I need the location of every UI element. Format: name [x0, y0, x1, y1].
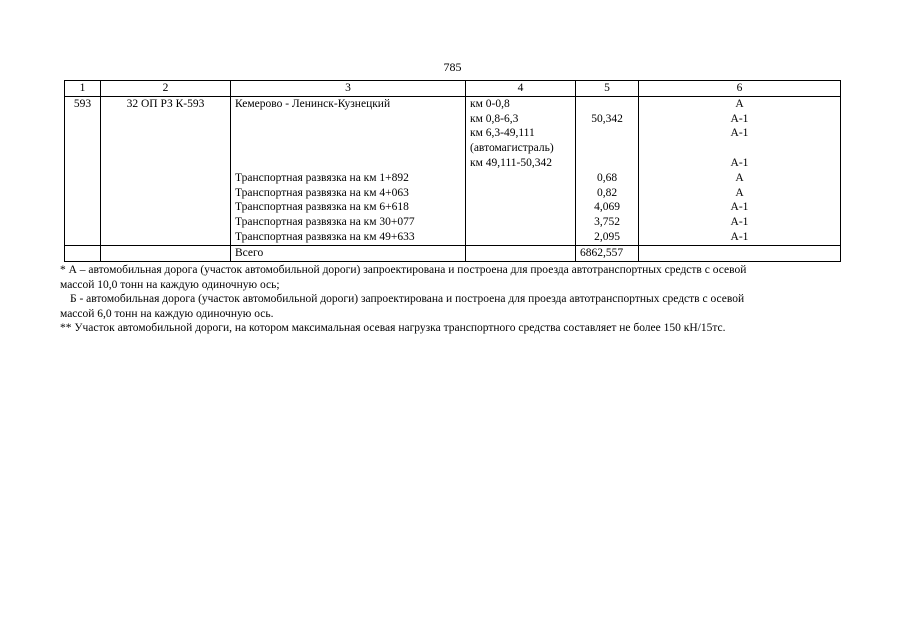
total-empty-cell — [65, 245, 101, 261]
category-cell: А-1 — [639, 112, 841, 127]
footnotes — [60, 263, 850, 336]
category-cell: А — [639, 186, 841, 201]
length-cell: 3,752 — [576, 215, 639, 230]
section-cell — [466, 171, 576, 186]
header-cell-3: 3 — [231, 81, 466, 97]
road-id-cell — [101, 186, 231, 201]
length-cell — [576, 156, 639, 171]
road-id-cell — [101, 156, 231, 171]
road-name-cell — [231, 112, 466, 127]
table-row — [65, 186, 841, 201]
footnote-b-line2: массой 6,0 тонн на каждую одиночную ось. — [60, 307, 274, 320]
road-name-cell — [231, 126, 466, 141]
total-label: Всего — [231, 245, 466, 261]
length-cell: 50,342 — [576, 112, 639, 127]
road-table — [64, 80, 841, 262]
category-cell: А-1 — [639, 230, 841, 245]
road-name-cell: Транспортная развязка на км 6+618 — [231, 200, 466, 215]
section-cell: км 0,8-6,3 — [466, 112, 576, 127]
row-number-cell — [65, 156, 101, 171]
section-cell — [466, 200, 576, 215]
road-id-cell — [101, 126, 231, 141]
road-name-cell — [231, 156, 466, 171]
header-cell-6: 6 — [639, 81, 841, 97]
section-cell: км 49,111-50,342 — [466, 156, 576, 171]
row-number-cell: 593 — [65, 96, 101, 111]
row-number-cell — [65, 112, 101, 127]
table-row — [65, 215, 841, 230]
section-cell — [466, 215, 576, 230]
section-cell: (автомагистраль) — [466, 141, 576, 156]
header-cell-5: 5 — [576, 81, 639, 97]
table-row — [65, 200, 841, 215]
total-empty-cell — [101, 245, 231, 261]
category-cell: А — [639, 96, 841, 111]
road-name-cell: Транспортная развязка на км 49+633 — [231, 230, 466, 245]
row-number-cell — [65, 215, 101, 230]
road-name-cell — [231, 141, 466, 156]
table-row — [65, 156, 841, 171]
section-cell: км 6,3-49,111 — [466, 126, 576, 141]
row-number-cell — [65, 141, 101, 156]
length-cell: 0,68 — [576, 171, 639, 186]
footnote-b-line1: Б - автомобильная дорога (участок автомобильной дороги) запроектирована и построена для проезда автотранспортных средств с осевой — [70, 293, 745, 306]
page-number: 785 — [443, 60, 462, 74]
road-name-cell: Транспортная развязка на км 4+063 — [231, 186, 466, 201]
category-cell: А — [639, 171, 841, 186]
row-number-cell — [65, 171, 101, 186]
road-name-cell: Транспортная развязка на км 30+077 — [231, 215, 466, 230]
road-name-cell: Кемерово - Ленинск-Кузнецкий — [231, 96, 466, 111]
total-empty-cell — [466, 245, 576, 261]
table-row — [65, 126, 841, 141]
section-cell: км 0-0,8 — [466, 96, 576, 111]
header-cell-1: 1 — [65, 81, 101, 97]
section-cell — [466, 186, 576, 201]
road-id-cell — [101, 200, 231, 215]
row-number-cell — [65, 200, 101, 215]
table-row — [65, 171, 841, 186]
row-number-cell — [65, 230, 101, 245]
length-cell: 4,069 — [576, 200, 639, 215]
road-id-cell: 32 ОП РЗ К-593 — [101, 96, 231, 111]
length-cell — [576, 141, 639, 156]
row-number-cell — [65, 126, 101, 141]
category-cell: А-1 — [639, 156, 841, 171]
table-row — [65, 230, 841, 245]
footnote-a-line1: * А – автомобильная дорога (участок автомобильной дороги) запроектирована и построена для проезда автотранспортных средств с осевой — [60, 264, 747, 276]
total-value: 6862,557 — [576, 245, 639, 261]
road-id-cell — [101, 141, 231, 156]
length-cell: 2,095 — [576, 230, 639, 245]
road-name-cell: Транспортная развязка на км 1+892 — [231, 171, 466, 186]
row-number-cell — [65, 186, 101, 201]
table-row — [65, 112, 841, 127]
category-cell: А-1 — [639, 215, 841, 230]
road-id-cell — [101, 230, 231, 245]
footnote-double-asterisk: ** Участок автомобильной дороги, на котором максимальная осевая нагрузка транспортного средства составляет не более 150 кН/15тс. — [60, 322, 726, 335]
length-cell: 0,82 — [576, 186, 639, 201]
category-cell — [639, 141, 841, 156]
total-row — [65, 245, 841, 261]
road-id-cell — [101, 112, 231, 127]
table-header-row — [65, 81, 841, 97]
table-row — [65, 96, 841, 111]
road-id-cell — [101, 171, 231, 186]
road-id-cell — [101, 215, 231, 230]
length-cell — [576, 126, 639, 141]
header-cell-2: 2 — [101, 81, 231, 97]
header-cell-4: 4 — [466, 81, 576, 97]
table-row — [65, 141, 841, 156]
section-cell — [466, 230, 576, 245]
footnote-a-line2: массой 10,0 тонн на каждую одиночную ось; — [60, 278, 280, 291]
category-cell: А-1 — [639, 200, 841, 215]
total-empty-cell — [639, 245, 841, 261]
category-cell: А-1 — [639, 126, 841, 141]
table-body — [65, 81, 841, 262]
length-cell — [576, 96, 639, 111]
